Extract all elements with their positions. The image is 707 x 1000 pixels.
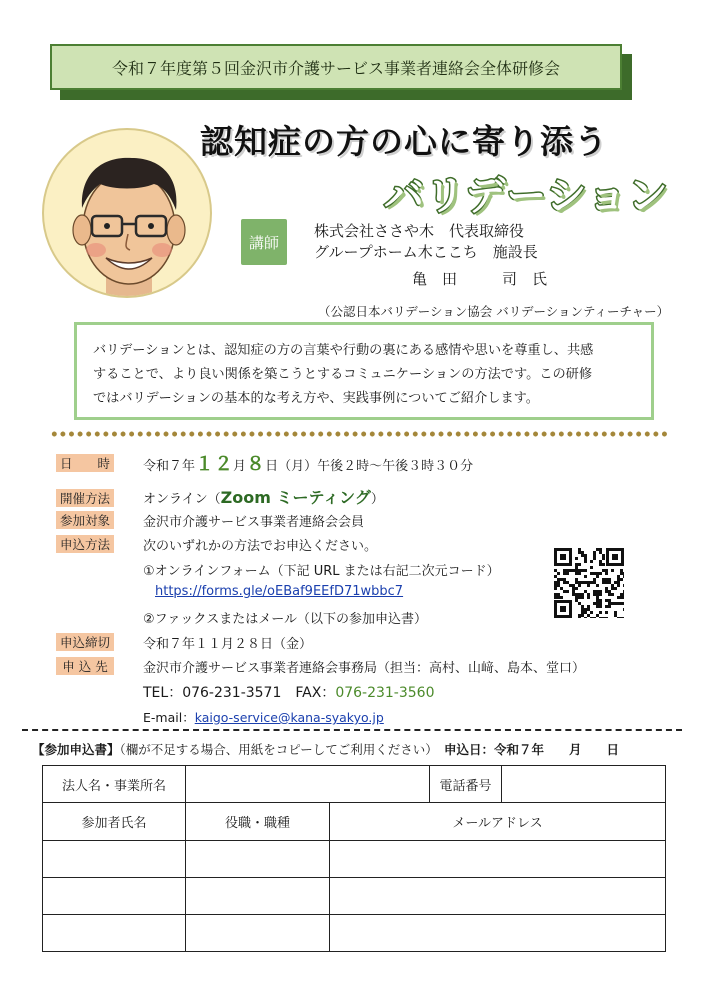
method-value bbox=[143, 485, 384, 508]
table-row bbox=[43, 766, 666, 803]
table-header-row bbox=[43, 803, 666, 841]
label-apply: 申込方法 bbox=[56, 535, 114, 553]
position-input-cell[interactable] bbox=[186, 841, 330, 878]
form-note: （欄が不足する場合、用紙をコピーしてご利用ください） bbox=[119, 742, 432, 757]
datetime-month-unit: 月 bbox=[233, 459, 247, 474]
lecturer-affiliation-2: グループホーム木ここち 施設長 bbox=[314, 243, 538, 261]
method-suffix: ） bbox=[370, 492, 384, 507]
col-header-position: 役職・職種 bbox=[186, 803, 330, 841]
name-input-cell[interactable] bbox=[43, 878, 186, 915]
datetime-value bbox=[143, 449, 473, 476]
fax-label: FAX： bbox=[295, 685, 336, 701]
email-input-cell[interactable] bbox=[330, 878, 666, 915]
form-url-link[interactable] bbox=[155, 584, 403, 599]
zoom-text: Zoom ミーティング bbox=[220, 488, 371, 507]
application-form-table bbox=[42, 765, 666, 952]
label-datetime: 日 時 bbox=[56, 454, 114, 472]
contact-email bbox=[143, 708, 384, 726]
dotted-divider bbox=[50, 430, 668, 438]
lecturer-portrait bbox=[42, 128, 212, 298]
email-input-cell[interactable] bbox=[330, 915, 666, 952]
qr-code-icon[interactable] bbox=[554, 548, 624, 618]
target-value: 金沢市介護サービス事業者連絡会会員 bbox=[143, 515, 365, 530]
name-input-cell[interactable] bbox=[43, 915, 186, 952]
description-box bbox=[74, 322, 654, 420]
org-input-cell[interactable] bbox=[186, 766, 430, 803]
datetime-day-unit: 日 bbox=[265, 459, 279, 474]
form-heading bbox=[32, 740, 619, 758]
apply-line-2: ①オンラインフォーム（下記 URL または右記二次元コード） bbox=[143, 564, 500, 579]
description-line: ではバリデーションの基本的な考え方や、実践事例についてご紹介します。 bbox=[93, 391, 539, 406]
deadline-value: 令和７年１１月２８日（金） bbox=[143, 637, 313, 652]
table-row bbox=[43, 841, 666, 878]
seminar-subtitle: バリデーション bbox=[384, 173, 669, 219]
face-illustration-icon bbox=[44, 130, 212, 298]
apply-line-1: 次のいずれかの方法でお申込ください。 bbox=[143, 539, 378, 554]
form-date-label: 申込日：令和７年 月 日 bbox=[444, 742, 620, 757]
position-input-cell[interactable] bbox=[186, 915, 330, 952]
datetime-weekday: （月） bbox=[278, 459, 318, 474]
lecturer-affiliation-1: 株式会社ささや木 代表取締役 bbox=[314, 222, 525, 240]
phone-label-cell: 電話番号 bbox=[430, 766, 502, 803]
seminar-title: 認知症の方の心に寄り添う bbox=[200, 122, 608, 161]
lecturer-credential: （公認日本バリデーション協会 バリデーションティーチャー） bbox=[318, 304, 670, 319]
email-link[interactable]: kaigo-service@kana-syakyo.jp bbox=[194, 710, 384, 725]
col-header-email: メールアドレス bbox=[330, 803, 666, 841]
datetime-time: 午後２時～午後３時３０分 bbox=[317, 459, 474, 474]
email-input-cell[interactable] bbox=[330, 841, 666, 878]
org-label-cell: 法人名・事業所名 bbox=[43, 766, 186, 803]
col-header-name: 参加者氏名 bbox=[43, 803, 186, 841]
lecturer-name: 亀 田 司 氏 bbox=[412, 270, 548, 288]
datetime-month: １２ bbox=[195, 453, 234, 475]
cut-line bbox=[22, 729, 682, 731]
event-banner: 令和７年度第５回金沢市介護サービス事業者連絡会全体研修会 bbox=[50, 44, 622, 90]
form-title: 【参加申込書】 bbox=[32, 742, 120, 757]
label-target: 参加対象 bbox=[56, 511, 114, 529]
description-line: することで、より良い関係を築こうとするコミュニケーションの方法です。この研修 bbox=[93, 367, 593, 382]
apply-line-4: ②ファックスまたはメール（以下の参加申込書） bbox=[143, 612, 428, 627]
method-prefix: オンライン（ bbox=[143, 492, 221, 507]
form-url-text[interactable]: https://forms.gle/oEBaf9EEfD71wbbc7 bbox=[155, 584, 404, 599]
table-row bbox=[43, 878, 666, 915]
contact-office: 金沢市介護サービス事業者連絡会事務局（担当：高村、山﨑、島本、堂口） bbox=[143, 661, 586, 676]
contact-phone-fax bbox=[143, 682, 435, 702]
phone-input-cell[interactable] bbox=[502, 766, 666, 803]
position-input-cell[interactable] bbox=[186, 878, 330, 915]
label-deadline: 申込締切 bbox=[56, 633, 114, 651]
table-row bbox=[43, 915, 666, 952]
email-label: E-mail： bbox=[143, 710, 195, 725]
datetime-day: ８ bbox=[246, 453, 266, 475]
description-line: バリデーションとは、認知症の方の言葉や行動の裏にある感情や思いを尊重し、共感 bbox=[93, 343, 594, 358]
name-input-cell[interactable] bbox=[43, 841, 186, 878]
label-contact: 申 込 先 bbox=[56, 657, 114, 675]
fax-number: 076-231-3560 bbox=[335, 685, 435, 701]
lecturer-badge: 講師 bbox=[241, 219, 287, 265]
datetime-prefix: 令和７年 bbox=[143, 459, 196, 474]
label-method: 開催方法 bbox=[56, 489, 114, 507]
tel-text: TEL：076-231-3571 bbox=[143, 685, 282, 701]
